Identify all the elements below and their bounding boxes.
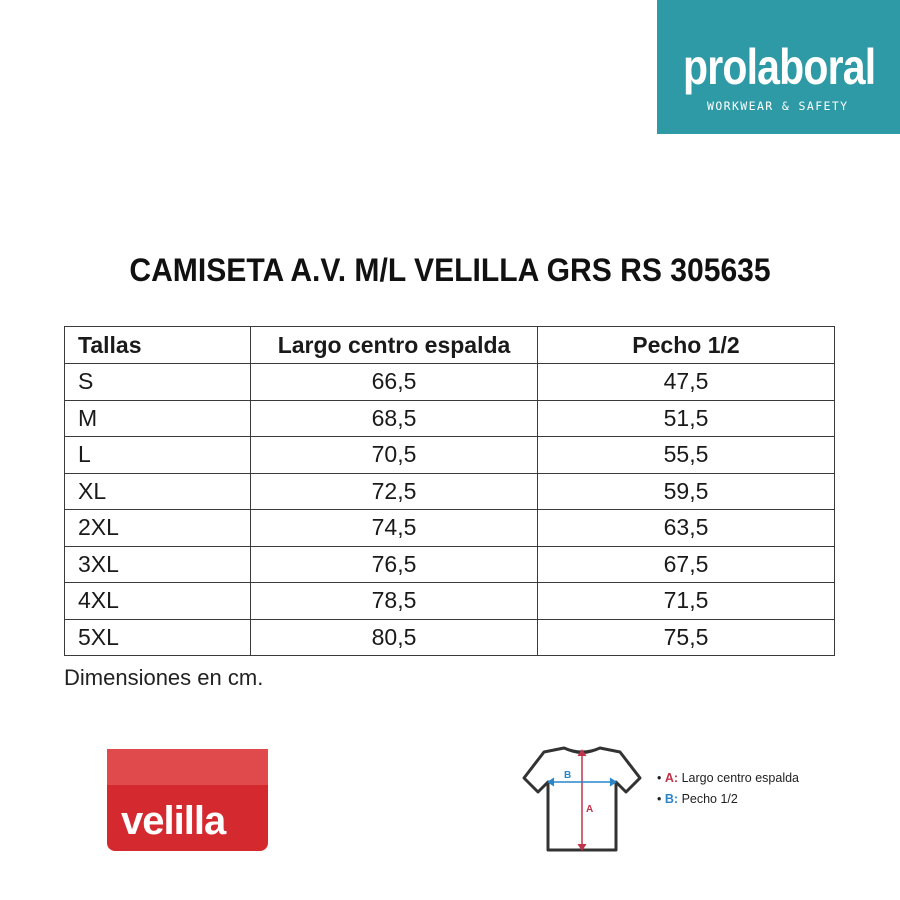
largo-cell: 68,5: [251, 400, 538, 437]
legend-key-b: B:: [664, 792, 679, 806]
brand-tagline: WORKWEAR & SAFETY: [707, 99, 849, 113]
legend-item-b: [657, 792, 799, 813]
legend-key-a: A:: [664, 771, 679, 785]
table-row: [65, 583, 835, 620]
size-cell: S: [65, 364, 251, 401]
tshirt-measure-diagram: [520, 744, 644, 854]
brand-name: prolaboral: [683, 39, 876, 95]
legend-item-a: [657, 771, 799, 792]
bullet-icon: •: [657, 771, 662, 785]
table-row: [65, 619, 835, 656]
largo-cell: 72,5: [251, 473, 538, 510]
table-row: [65, 437, 835, 474]
table-header-row: [65, 327, 835, 364]
units-note: Dimensiones en cm.: [64, 665, 264, 690]
size-table: [64, 326, 835, 656]
prolaboral-logo: [657, 0, 900, 134]
pecho-cell: 47,5: [538, 364, 835, 401]
measure-a-label: A: [586, 804, 594, 815]
largo-cell: 74,5: [251, 510, 538, 547]
measure-b-label: B: [564, 770, 572, 781]
table-row: [65, 364, 835, 401]
diagram-legend: [657, 771, 799, 813]
table-row: [65, 546, 835, 583]
pecho-cell: 59,5: [538, 473, 835, 510]
column-header-tallas: Tallas: [65, 327, 251, 364]
legend-text-b: Pecho 1/2: [681, 792, 738, 806]
pecho-cell: 67,5: [538, 546, 835, 583]
size-cell: M: [65, 400, 251, 437]
table-row: [65, 510, 835, 547]
largo-cell: 76,5: [251, 546, 538, 583]
pecho-cell: 51,5: [538, 400, 835, 437]
size-cell: 5XL: [65, 619, 251, 656]
column-header-pecho: Pecho 1/2: [538, 327, 835, 364]
largo-cell: 70,5: [251, 437, 538, 474]
largo-cell: 78,5: [251, 583, 538, 620]
pecho-cell: 55,5: [538, 437, 835, 474]
size-cell: L: [65, 437, 251, 474]
column-header-largo: Largo centro espalda: [251, 327, 538, 364]
table-row: [65, 473, 835, 510]
page-title: CAMISETA A.V. M/L VELILLA GRS RS 305635: [129, 252, 771, 288]
size-cell: 2XL: [65, 510, 251, 547]
largo-cell: 66,5: [251, 364, 538, 401]
table-row: [65, 400, 835, 437]
pecho-cell: 75,5: [538, 619, 835, 656]
velilla-logo: [107, 749, 268, 851]
pecho-cell: 63,5: [538, 510, 835, 547]
velilla-logo-text: velilla: [121, 799, 226, 843]
size-cell: 3XL: [65, 546, 251, 583]
bullet-icon: •: [657, 792, 662, 806]
velilla-logo-highlight: [107, 749, 268, 785]
size-cell: XL: [65, 473, 251, 510]
legend-text-a: Largo centro espalda: [681, 771, 800, 785]
pecho-cell: 71,5: [538, 583, 835, 620]
largo-cell: 80,5: [251, 619, 538, 656]
size-cell: 4XL: [65, 583, 251, 620]
